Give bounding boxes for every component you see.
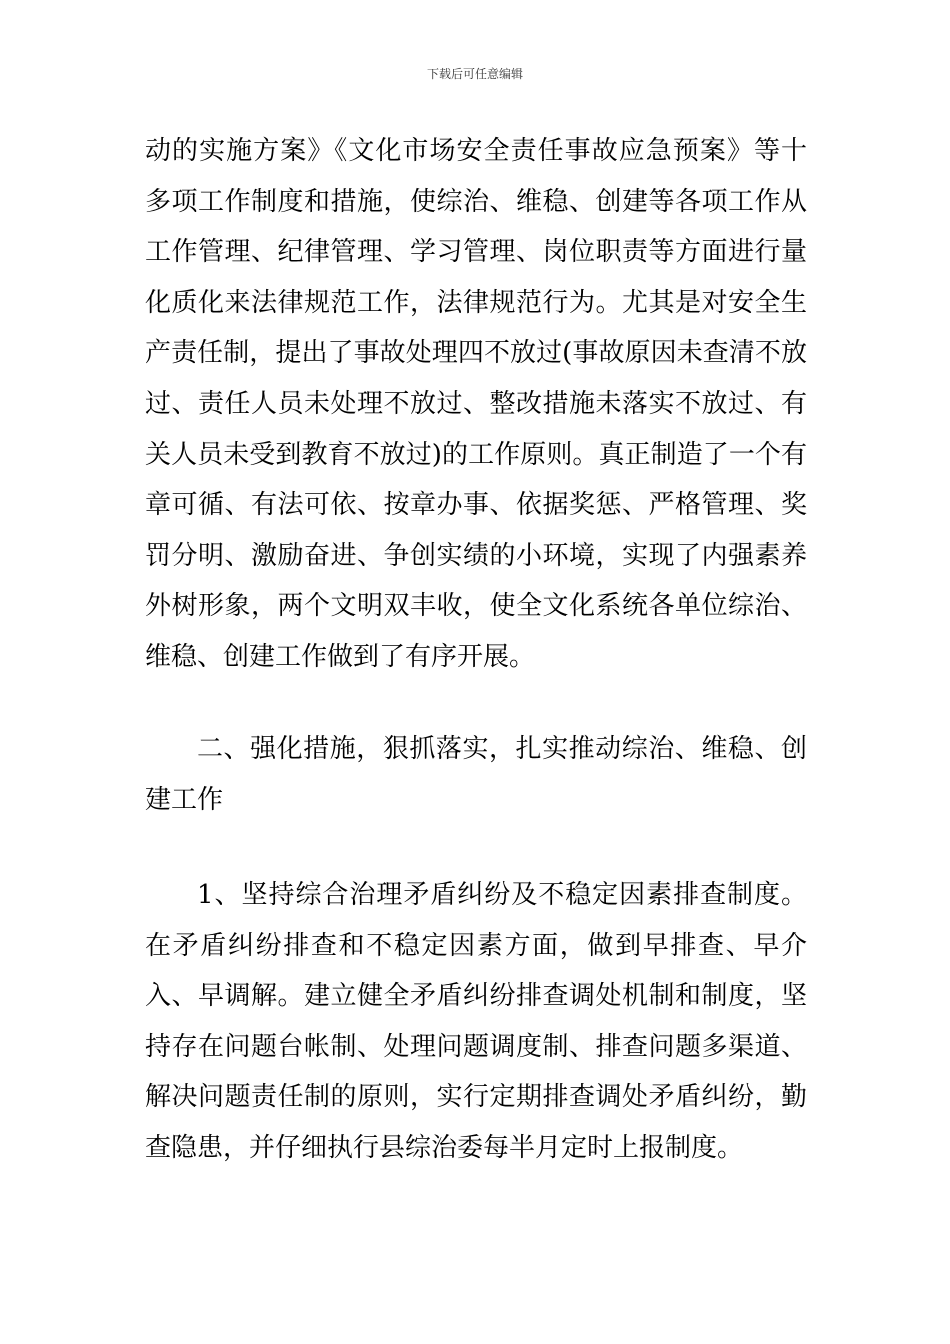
paragraph-item-1: 1、坚持综合治理矛盾纠纷及不稳定因素排查制度。在矛盾纠纷排查和不稳定因素方面，做到早排查、早介入、早调解。建立健全矛盾纠纷排查调处机制和制度，坚持存在问题台帐制、处理问题调度制、排查问题多渠道、解决问题责任制的原则，实行定期排查调处矛盾纠纷，勤查隐患，并仔细执行县综治委每半月定时上报制度。 — [145, 880, 807, 1163]
paragraph-1: 动的实施方案》《文化市场安全责任事故应急预案》等十多项工作制度和措施，使综治、维稳、创建等各项工作从工作管理、纪律管理、学习管理、岗位职责等方面进行量化质化来法律规范工作，法律规范行为。尤其是对安全生产责任制，提出了事故处理四不放过(事故原因未查清不放过、责任人员未处理不放过、整改措施未落实不放过、有关人员未受到教育不放过)的工作原则。真正制造了一个有章可循、有法可依、按章办事、依据奖惩、严格管理、奖罚分明、激励奋进、争创实绩的小环境，实现了内强素养外树形象，两个文明双丰收，使全文化系统各单位综治、维稳、创建工作做到了有序开展。 — [145, 136, 807, 672]
page-header: 下载后可任意编辑 — [426, 67, 523, 81]
section-heading-2: 二、强化措施，狠抓落实，扎实推动综治、维稳、创建工作 — [145, 734, 807, 815]
